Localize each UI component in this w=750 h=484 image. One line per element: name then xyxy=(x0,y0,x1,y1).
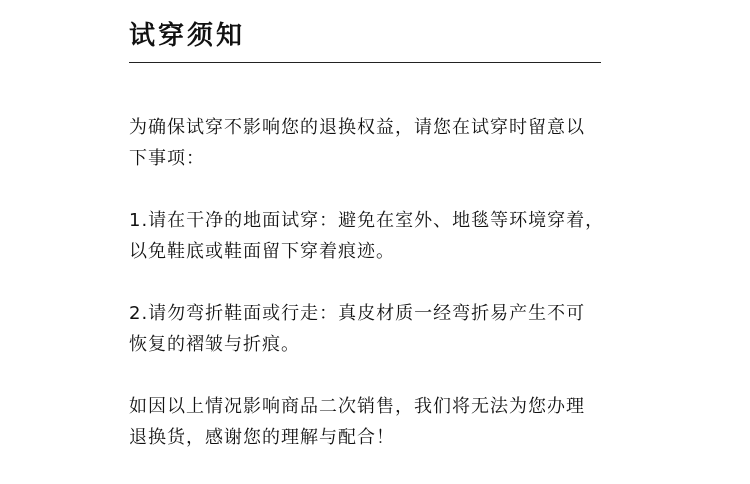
notice-section xyxy=(129,18,619,484)
notice-content xyxy=(129,81,619,484)
intro-paragraph: 为确保试穿不影响您的退换权益，请您在试穿时留意以 下事项： xyxy=(129,117,585,169)
rule-item-2: 2.请勿弯折鞋面或行走：真皮材质一经弯折易产生不可 恢复的褶皱与折痕。 xyxy=(129,303,586,355)
rule-item-1: 1.请在干净的地面试穿：避免在室外、地毯等环境穿着， 以免鞋底或鞋面留下穿着痕迹。 xyxy=(129,210,605,262)
notice-title: 试穿须知 xyxy=(129,21,246,51)
closing-paragraph: 如因以上情况影响商品二次销售，我们将无法为您办理 退换货，感谢您的理解与配合！ xyxy=(129,396,585,448)
title-divider xyxy=(129,62,601,63)
